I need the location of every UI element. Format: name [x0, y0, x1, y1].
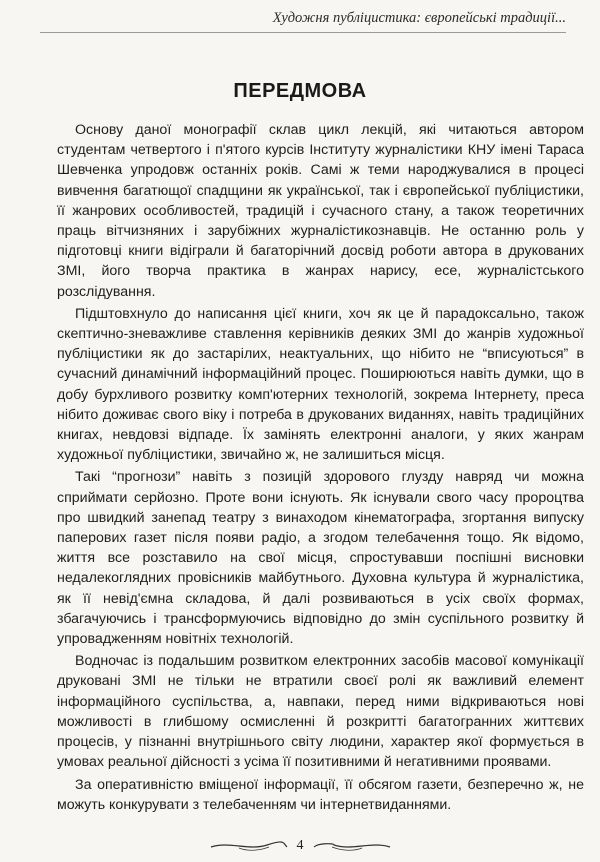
running-header-title: Художня публіцистика: європейські традиції... [272, 10, 566, 26]
ornament-right-icon [312, 839, 392, 853]
paragraph-4: Водночас із подальшим розвитком електронних засобів масової комунікації друковані ЗМІ не тільки не втратили своєї ролі як важливий елемент інформаційного суспільства, а, навпаки, перед ними відкриваються нові можливості в глибшому осмисленні й розкритті багатогранних життєвих процесів, у пізнанні внутрішнього світу людини, характер якої формується в умовах реальної дійсності з усіма її позитивними й негативними проявами. [57, 653, 584, 771]
page-number: 4 [296, 838, 304, 853]
paragraph-3: Такі “прогнози” навіть з позицій здорового глузду навряд чи можна сприймати серйозно. Проте вони існують. Як існували свого часу пророцтва про швидкий занепад театру з винаходом кінематографа, згортання випуску паперових газет після появи радіо, а згодом телебачення тощо. Як відомо, життя все розставило на свої місця, спростувавши поспішні висновки недалекоглядних провісників майбутнього. Духовна культура й журналістика, як її невід'ємна складова, й далі розвиваються в усіх своїх формах, збагачуючись і трансформуючись відповідно до змін суспільного розвитку й упровадженням новітніх технологій. [57, 469, 584, 648]
page-footer [200, 836, 400, 856]
paragraph-1: Основу даної монографії склав цикл лекцій, які читаються автором студентам четвертого і п'ятого курсів Інституту журналістики КНУ імені Тараса Шевченка упродовж останніх років. Самі ж теми народжувалися в процесі вивчення багатющої спадщини як української, так і європейської публіцистики, її жанрових особливостей, традицій і сучасного стану, а також теоретичних праць вітчизняних і зарубіжних журналістикознавців. Не останню роль у підготовці книги відіграли й багаторічний досвід роботи автора в друкованих ЗМІ, його творча практика в жанрах нарису, есе, журналістського розслідування. [57, 122, 584, 300]
paragraph-5: За оперативністю вміщеної інформації, її обсягом газети, безперечно ж, не можуть конкурувати з телебаченням чи інтернетвиданнями. [57, 776, 584, 813]
ornament-left-icon [209, 839, 289, 853]
paragraph-2: Підштовхнуло до написання цієї книги, хоч як це й парадоксально, також скептично-зневажливе ставлення керівників деяких ЗМІ до жанрів художньої публіцистики як до застарілих, неактуальних, що нібито не “вписуються” в сучасний динамічний інформаційний процес. Поширюються навіть думки, що в добу бурхливого розвитку комп'ютерних технологій, зокрема Інтернету, преса нібито доживає свого віку і потреба в друкованих виданнях, навіть традиційних книгах, невдовзі відпаде. Їх замінять електронні аналоги, у яких жанрам художньої публіцистики, звичайно ж, не залишиться місця. [57, 305, 584, 464]
running-header [40, 6, 566, 33]
page-title: ПЕРЕДМОВА [233, 80, 367, 102]
body-text [57, 120, 584, 817]
